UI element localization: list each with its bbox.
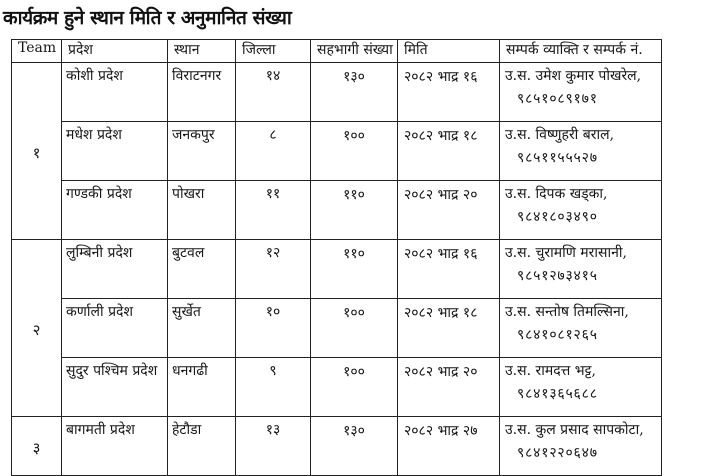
- contact-cell: [500, 122, 662, 181]
- province-cell: मधेश प्रदेश: [62, 122, 168, 181]
- province-cell: सुदुर पश्चिम प्रदेश: [62, 358, 168, 417]
- table-row: [12, 299, 662, 358]
- contact-phone: ९८४१०८१२६५: [517, 327, 598, 343]
- district-cell: ११: [236, 181, 311, 240]
- contact-cell: [500, 358, 662, 417]
- header-district: जिल्ला: [236, 40, 311, 63]
- participants-cell: १००: [311, 358, 398, 417]
- contact-phone: ९८४१२२०६४७: [517, 445, 598, 461]
- header-participants: सहभागी संख्या: [311, 40, 398, 63]
- district-cell: १४: [236, 63, 311, 122]
- date-cell: २०८२ भाद्र १६: [398, 240, 500, 299]
- province-cell: कर्णाली प्रदेश: [62, 299, 168, 358]
- contact-cell: [500, 240, 662, 299]
- contact-phone: ९८५१२७३४१५: [517, 268, 598, 284]
- participants-cell: ११०: [311, 240, 398, 299]
- district-cell: ८: [236, 122, 311, 181]
- district-cell: १०: [236, 299, 311, 358]
- table-row: [12, 122, 662, 181]
- page-title: कार्यक्रम हुने स्थान मिति र अनुमानित संख्या: [3, 7, 292, 29]
- header-team: Team: [12, 40, 62, 63]
- header-date: मिति: [398, 40, 500, 63]
- contact-name: उ.स. उमेश कुमार पोखरेल,: [505, 68, 642, 84]
- contact-cell: [500, 299, 662, 358]
- team-label: २: [32, 321, 41, 339]
- team-label: ३: [32, 439, 41, 457]
- contact-name: उ.स. सन्तोष तिमल्सिना,: [505, 304, 629, 320]
- team-label: १: [32, 144, 41, 162]
- schedule-table: [11, 39, 662, 476]
- date-cell: २०८२ भाद्र १६: [398, 63, 500, 122]
- venue-cell: बुटवल: [168, 240, 236, 299]
- contact-name: उ.स. कुल प्रसाद सापकोटा,: [505, 422, 644, 438]
- participants-cell: १३०: [311, 63, 398, 122]
- contact-name: उ.स. विष्णुहरी बराल,: [505, 127, 615, 143]
- contact-cell: [500, 417, 662, 476]
- table-row: [12, 417, 662, 476]
- participants-cell: ११०: [311, 181, 398, 240]
- contact-phone: ९८४१३६५६८८: [517, 386, 598, 402]
- province-cell: गण्डकी प्रदेश: [62, 181, 168, 240]
- province-cell: लुम्बिनी प्रदेश: [62, 240, 168, 299]
- district-cell: १३: [236, 417, 311, 476]
- venue-cell: जनकपुर: [168, 122, 236, 181]
- contact-phone: ९८४१८०३४९०: [517, 209, 598, 225]
- table-row: [12, 358, 662, 417]
- district-cell: १२: [236, 240, 311, 299]
- contact-cell: [500, 63, 662, 122]
- date-cell: २०८२ भाद्र २७: [398, 417, 500, 476]
- province-cell: बागमती प्रदेश: [62, 417, 168, 476]
- header-contact: सम्पर्क व्याक्ति र सम्पर्क नं.: [500, 40, 662, 63]
- province-cell: कोशी प्रदेश: [62, 63, 168, 122]
- team-number: [12, 240, 62, 417]
- date-cell: २०८२ भाद्र १८: [398, 299, 500, 358]
- team-number: [12, 417, 62, 476]
- contact-phone: ९८५१०८९१७१: [517, 91, 598, 107]
- contact-name: उ.स. दिपक खड्का,: [505, 186, 608, 202]
- venue-cell: विराटनगर: [168, 63, 236, 122]
- date-cell: २०८२ भाद्र २०: [398, 181, 500, 240]
- table-row: [12, 240, 662, 299]
- table-row: [12, 181, 662, 240]
- contact-name: उ.स. चुरामणि मरासानी,: [505, 245, 627, 261]
- header-row: [12, 40, 662, 63]
- header-province: प्रदेश: [62, 40, 168, 63]
- contact-name: उ.स. रामदत्त भट्ट,: [505, 363, 596, 379]
- venue-cell: सुर्खेत: [168, 299, 236, 358]
- district-cell: ९: [236, 358, 311, 417]
- participants-cell: १३०: [311, 417, 398, 476]
- contact-phone: ९८५११५५५२७: [517, 150, 598, 166]
- venue-cell: पोखरा: [168, 181, 236, 240]
- table-body: [12, 63, 662, 476]
- date-cell: २०८२ भाद्र १८: [398, 122, 500, 181]
- date-cell: २०८२ भाद्र २०: [398, 358, 500, 417]
- contact-cell: [500, 181, 662, 240]
- participants-cell: १००: [311, 122, 398, 181]
- venue-cell: हेटौडा: [168, 417, 236, 476]
- participants-cell: १००: [311, 299, 398, 358]
- header-venue: स्थान: [168, 40, 236, 63]
- team-number: [12, 63, 62, 240]
- venue-cell: धनगढी: [168, 358, 236, 417]
- table-row: [12, 63, 662, 122]
